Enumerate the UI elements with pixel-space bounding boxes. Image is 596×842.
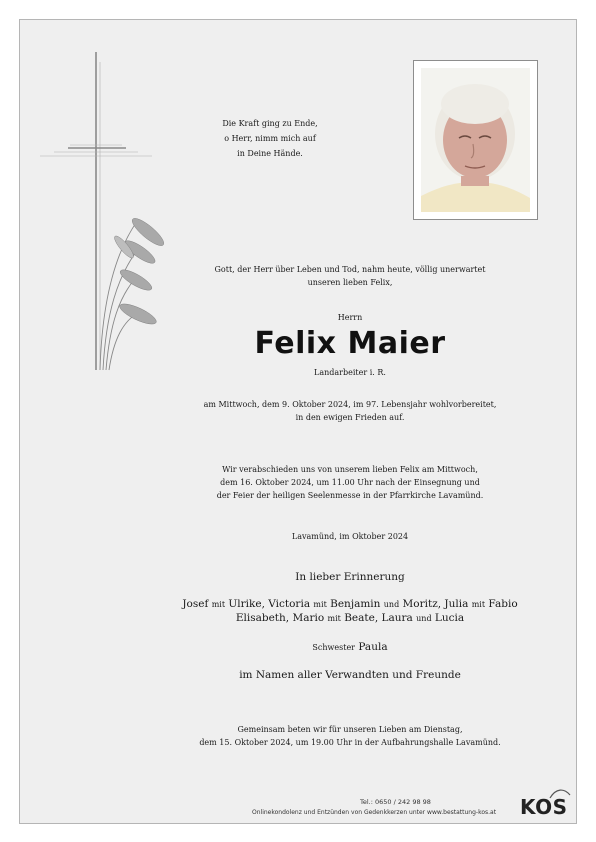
- farewell-notice: [150, 463, 550, 502]
- connector: mit: [313, 600, 327, 609]
- quote-line: o Herr, nimm mich auf: [224, 134, 316, 143]
- prayer-line: dem 15. Oktober 2024, um 19.00 Uhr in der Aufbahrungshalle Lavamünd.: [199, 738, 501, 747]
- mourners-row-1: [150, 597, 550, 612]
- memory-heading: In lieber Erinnerung: [295, 571, 405, 583]
- salutation: Herrn: [337, 313, 363, 322]
- quote-line: Die Kraft ging zu Ende,: [222, 119, 318, 128]
- sister-name: Paula: [358, 641, 388, 653]
- mourner-name: Benjamin: [330, 598, 381, 610]
- intro-line: unseren lieben Felix,: [307, 278, 393, 287]
- portrait-image: [421, 68, 530, 212]
- mourner-name: Beate, Laura: [344, 612, 413, 624]
- farewell-line: Wir verabschieden uns von unserem lieben Felix am Mittwoch,: [222, 465, 478, 474]
- connector: mit: [471, 600, 486, 609]
- place-date: Lavamünd, im Oktober 2024: [291, 532, 409, 541]
- occupation: Landarbeiter i. R.: [314, 368, 386, 377]
- death-notice: [150, 398, 550, 424]
- death-line: am Mittwoch, dem 9. Oktober 2024, im 97. Lebensjahr wohlvorbereitet,: [203, 400, 497, 409]
- footer-note[interactable]: Onlinekondolenz und Entzünden von Gedenkkerzen unter www.bestattung-kos.at: [252, 809, 497, 816]
- intro-text: [150, 263, 550, 289]
- sister-label: Schwester: [312, 643, 355, 652]
- farewell-line: dem 16. Oktober 2024, um 11.00 Uhr nach der Einsegnung und: [220, 478, 480, 487]
- connector: und: [383, 600, 400, 609]
- mourner-name: Fabio: [488, 598, 518, 610]
- quote-text: [205, 116, 335, 161]
- death-line: in den ewigen Frieden auf.: [295, 413, 405, 422]
- mourner-name: Josef: [182, 598, 209, 610]
- mourner-name: Elisabeth, Mario: [235, 612, 325, 624]
- connector: und: [416, 614, 432, 623]
- prayer-line: Gemeinsam beten wir für unseren Lieben am Dienstag,: [237, 725, 463, 734]
- mourner-name: Lucia: [434, 612, 465, 624]
- portrait-frame: [413, 60, 538, 220]
- connector: mit: [327, 614, 341, 623]
- prayer-notice: [150, 723, 550, 749]
- intro-line: Gott, der Herr über Leben und Tod, nahm heute, völlig unerwartet: [214, 265, 486, 274]
- portrait-photo: [421, 68, 530, 212]
- mourners-row-2: [150, 611, 550, 626]
- connector: mit: [211, 600, 226, 609]
- relatives-line: im Namen aller Verwandten und Freunde: [239, 669, 461, 681]
- quote-line: in Deine Hände.: [237, 149, 303, 158]
- mourner-name: Ulrike, Victoria: [228, 598, 311, 610]
- mourner-name: Moritz, Julia: [402, 598, 469, 610]
- sister-line: [150, 640, 550, 655]
- deceased-name: Felix Maier: [254, 326, 446, 361]
- kos-logo: KOS: [520, 795, 568, 819]
- cross-with-wheat-icon: [40, 52, 175, 372]
- footer-phone: Tel.: 0650 / 242 98 98: [360, 798, 431, 806]
- logo-arc-icon: [548, 787, 572, 799]
- farewell-line: der Feier der heiligen Seelenmesse in der Pfarrkirche Lavamünd.: [216, 491, 484, 500]
